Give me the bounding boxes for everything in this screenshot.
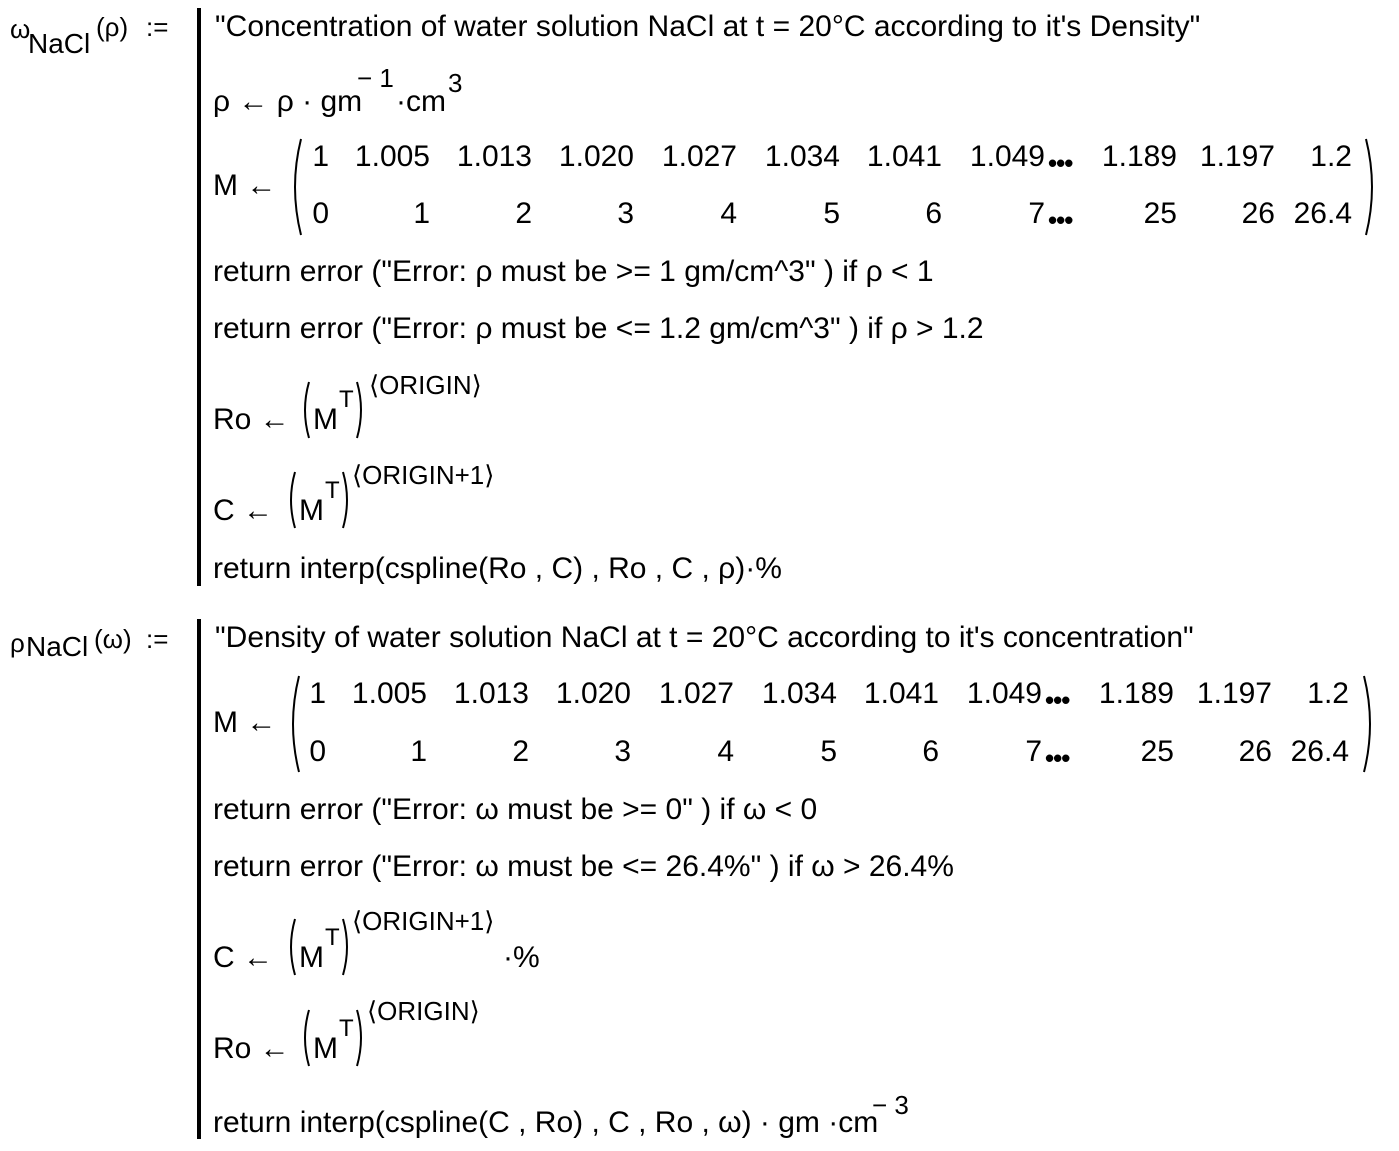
left-paren xyxy=(299,380,311,440)
matrix-cell: 1.197 xyxy=(1196,677,1272,710)
matrix-cell: 1.2 xyxy=(1310,140,1352,173)
matrix-cell: 1.049 xyxy=(966,677,1042,710)
definition-operator: := xyxy=(146,12,169,42)
matrix-cell: 3 xyxy=(614,735,631,768)
left-paren xyxy=(285,917,297,977)
matrix-cell: 1.189 xyxy=(1101,140,1177,173)
matrix-cell: 6 xyxy=(925,197,942,230)
matrix-cell: 1 xyxy=(410,735,427,768)
matrix-cell: 3 xyxy=(617,197,634,230)
matrix-cell: 1.041 xyxy=(863,677,939,710)
matrix-cell: 26 xyxy=(1241,197,1275,230)
right-paren xyxy=(1364,137,1380,237)
error-check-max: return error ("Error: ρ must be <= 1.2 gm/cm^3" ) if ρ > 1.2 xyxy=(213,312,984,345)
worksheet: ω NaCl (ρ) := "Concentration of water solution NaCl at t = 20°C according to it's Density" ρ ← ρ · gm − 1 ·cm 3 M ← 1 1.005 1.013 1.020 1.027 1.034 1.041 1.049 ••• 1.189 1.197 1.2 0 1 2 3 4 5 6 7 ••• 25 26 26.4 return error ("Error: ρ must be >= 1 gm/cm^3" ) if ρ < 1 return error ("Error: ρ must be <= 1.2 gm/cm^3" ) if ρ > 1.2 Ro ← M T ⟨ORIGIN⟩ C ← M T ⟨ORIGIN+1⟩ return interp(cspline(Ro , C) , Ro , C , ρ)·% ρ NaCl (ω) := "Density of water solution NaCl at t = 20°C according to it's concentration" M ← 1 1.005 1.013 1.020 1.027 1.034 1.041 1.049 ••• 1.189 1.197 1.2 0 1 2 3 4 5 6 7 ••• 25 26 26.4 return error ("Error: ω must be >= 0" ) if ω < 0 return error ("Error: ω must be <= 26.4%" ) if ω > 26.4% C ← M T ⟨ORIGIN+1⟩ ·% Ro ← M T ⟨ORIGIN⟩ return interp(cspline(C , Ro) , C , Ro , ω) · gm ·cm − 3 xyxy=(0,0,1399,1151)
matrix-cell: 1.2 xyxy=(1307,677,1349,710)
matrix-label: M ← xyxy=(213,706,277,739)
matrix-cell: 2 xyxy=(512,735,529,768)
matrix-cell: 1.197 xyxy=(1199,140,1275,173)
matrix-cell: 1.041 xyxy=(866,140,942,173)
matrix-cell: 4 xyxy=(720,197,737,230)
matrix-cell: 1.034 xyxy=(764,140,840,173)
matrix-label: M ← xyxy=(213,169,277,202)
matrix-cell: 1.005 xyxy=(354,140,430,173)
error-check-min: return error ("Error: ω must be >= 0" ) if ω < 0 xyxy=(213,793,818,826)
left-paren xyxy=(285,674,301,774)
matrix-cell: 1.049 xyxy=(969,140,1045,173)
function-subscript: NaCl xyxy=(26,631,89,662)
comment-string: "Density of water solution NaCl at t = 20°C according to it's concentration" xyxy=(215,621,1194,654)
matrix-cell: 1.027 xyxy=(658,677,734,710)
matrix-cell: 2 xyxy=(515,197,532,230)
left-paren xyxy=(287,137,303,237)
matrix-cell: 25 xyxy=(1143,197,1177,230)
matrix-cell: 5 xyxy=(820,735,837,768)
function-argument: (ρ) xyxy=(96,12,129,42)
function-name: ρ xyxy=(10,628,25,658)
matrix-cell: 1.013 xyxy=(453,677,529,710)
ellipsis: ••• xyxy=(1045,685,1070,715)
error-check-max: return error ("Error: ω must be <= 26.4%" ) if ω > 26.4% xyxy=(213,850,954,883)
matrix-cell: 1 xyxy=(312,140,329,173)
right-paren xyxy=(355,380,367,440)
return-statement: return interp(cspline(Ro , C) , Ro , C , ρ)·% xyxy=(213,552,782,585)
return-exponent: − 3 xyxy=(872,1090,909,1120)
function-argument: (ω) xyxy=(94,624,132,654)
ellipsis: ••• xyxy=(1045,743,1070,773)
ellipsis: ••• xyxy=(1048,205,1073,235)
left-paren xyxy=(299,1008,311,1068)
matrix-cell: 26.4 xyxy=(1290,735,1349,768)
return-statement: return interp(cspline(C , Ro) , C , Ro , ω) · gm ·cm xyxy=(213,1106,879,1139)
matrix-cell: 6 xyxy=(922,735,939,768)
matrix-cell: 0 xyxy=(312,197,329,230)
function-subscript: NaCl xyxy=(28,28,91,59)
matrix-cell: 1.020 xyxy=(555,677,631,710)
matrix-cell: 1.013 xyxy=(456,140,532,173)
program-bar xyxy=(197,619,201,1139)
matrix-cell: 7 xyxy=(1025,735,1042,768)
matrix-cell: 0 xyxy=(309,735,326,768)
matrix-cell: 26 xyxy=(1238,735,1272,768)
matrix-cell: 1.027 xyxy=(661,140,737,173)
matrix-cell: 1.034 xyxy=(761,677,837,710)
matrix-cell: 5 xyxy=(823,197,840,230)
right-paren xyxy=(355,1008,367,1068)
matrix-cell: 4 xyxy=(717,735,734,768)
matrix-cell: 7 xyxy=(1028,197,1045,230)
left-paren xyxy=(285,470,297,530)
definition-operator: := xyxy=(146,624,169,654)
right-paren xyxy=(1362,674,1378,774)
matrix-cell: 1 xyxy=(309,677,326,710)
matrix-cell: 26.4 xyxy=(1293,197,1352,230)
program-bar xyxy=(197,8,201,586)
error-check-min: return error ("Error: ρ must be >= 1 gm/cm^3" ) if ρ < 1 xyxy=(213,255,934,288)
matrix-cell: 1 xyxy=(413,197,430,230)
matrix-cell: 25 xyxy=(1140,735,1174,768)
ellipsis: ••• xyxy=(1048,148,1073,178)
matrix-cell: 1.005 xyxy=(351,677,427,710)
matrix-cell: 1.020 xyxy=(558,140,634,173)
comment-string: "Concentration of water solution NaCl at t = 20°C according to it's Density" xyxy=(215,10,1201,43)
matrix-cell: 1.189 xyxy=(1098,677,1174,710)
function-name: ω xyxy=(10,14,31,44)
